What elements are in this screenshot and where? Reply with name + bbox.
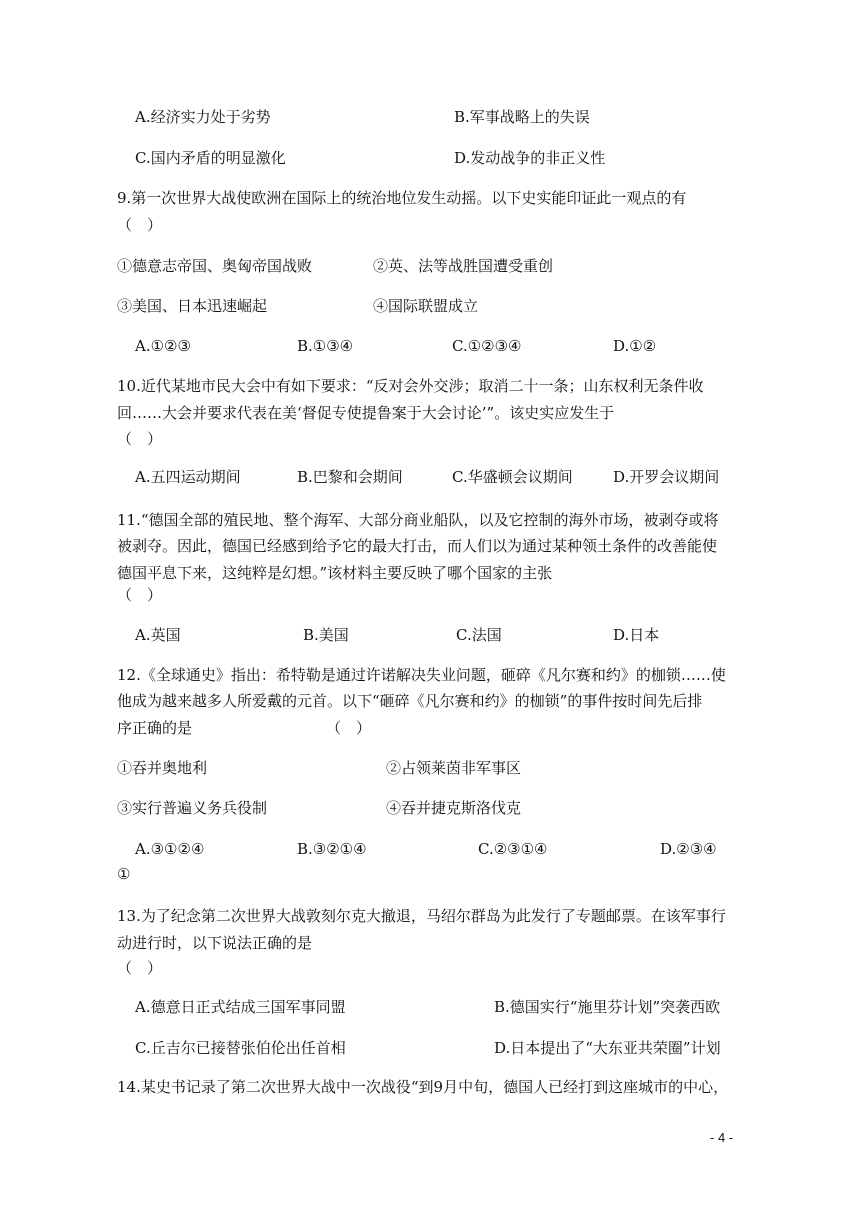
q8-option-c: C.国内矛盾的明显激化 (135, 149, 286, 167)
q9-answer-blank: （ ） (117, 216, 163, 234)
q13-stem-line-2: 动进行时，以下说法正确的是 (117, 934, 313, 952)
q10-option-b: B.巴黎和会期间 (297, 468, 403, 486)
q9-option-c: C.①②③④ (452, 337, 522, 355)
q12-stem-line-1: 12.《全球通史》指出：希特勒是通过许诺解决失业问题，砸碎《凡尔赛和约》的枷锁……使 (117, 666, 726, 684)
q11-stem-line-1: 11.“德国全部的殖民地、整个海军、大部分商业船队，以及它控制的海外市场，被剥夺或将 (117, 511, 719, 529)
q9-item-2: ②英、法等战胜国遭受重创 (373, 257, 554, 275)
q9-item-1: ①德意志帝国、奥匈帝国战败 (117, 257, 313, 275)
q10-stem-line-2: 回……大会并要求代表在美‘督促专使提鲁案于大会讨论’”。该史实应发生于 (117, 404, 615, 422)
q14-stem-line-1: 14.某史书记录了第二次世界大战中一次战役“到9月中旬，德国人已经打到这座城市的中心， (117, 1078, 729, 1096)
q8-option-b: B.军事战略上的失误 (454, 108, 590, 126)
q9-item-4: ④国际联盟成立 (373, 297, 479, 315)
q8-option-a: A.经济实力处于劣势 (135, 108, 271, 126)
q11-option-c: C.法国 (456, 626, 502, 644)
q8-option-d: D.发动战争的非正义性 (454, 149, 606, 167)
q12-answer-blank: （ ） (326, 719, 372, 737)
q11-answer-blank: （ ） (117, 586, 163, 604)
q12-option-d-wrap: ① (117, 865, 131, 883)
q9-option-b: B.①③④ (297, 337, 354, 355)
q13-answer-blank: （ ） (117, 959, 163, 977)
q12-item-3: ③实行普遍义务兵役制 (117, 799, 268, 817)
q12-stem-line-2: 他成为越来越多人所爱戴的元首。以下“砸碎《凡尔赛和约》的枷锁”的事件按时间先后排 (117, 692, 703, 710)
q11-option-b: B.美国 (303, 626, 349, 644)
q13-option-d: D.日本提出了“大东亚共荣圈”计划 (494, 1039, 721, 1057)
q11-option-a: A.英国 (135, 626, 181, 644)
q11-stem-line-2: 被剥夺。因此，德国已经感到给予它的最大打击，而人们以为通过某种领土条件的改善能使 (117, 537, 718, 555)
q12-item-2: ②占领莱茵非军事区 (386, 759, 522, 777)
q11-stem-line-3: 德国平息下来，这纯粹是幻想。”该材料主要反映了哪个国家的主张 (117, 564, 553, 582)
q12-option-b: B.③②①④ (297, 840, 367, 858)
q9-option-a: A.①②③ (135, 337, 191, 355)
q10-option-d: D.开罗会议期间 (613, 468, 720, 486)
q11-option-d: D.日本 (613, 626, 660, 644)
q13-option-c: C.丘吉尔已接替张伯伦出任首相 (135, 1039, 346, 1057)
q10-option-a: A.五四运动期间 (135, 468, 241, 486)
q10-option-c: C.华盛顿会议期间 (452, 468, 573, 486)
q13-option-b: B.德国实行“施里芬计划”突袭西欧 (494, 998, 721, 1016)
q13-stem-line-1: 13.为了纪念第二次世界大战敦刻尔克大撤退，马绍尔群岛为此发行了专题邮票。在该军事行 (117, 907, 726, 925)
q12-option-d: D.②③④ (660, 840, 717, 858)
q9-item-3: ③美国、日本迅速崛起 (117, 297, 268, 315)
q12-item-4: ④吞并捷克斯洛伐克 (386, 799, 522, 817)
q13-option-a: A.德意日正式结成三国军事同盟 (135, 998, 346, 1016)
q10-answer-blank: （ ） (117, 430, 163, 448)
q9-stem: 9.第一次世界大战使欧洲在国际上的统治地位发生动摇。以下史实能印证此一观点的有 (117, 189, 687, 207)
q12-option-a: A.③①②④ (135, 840, 205, 858)
q12-option-c: C.②③①④ (478, 840, 548, 858)
q12-stem-line-3: 序正确的是 (117, 719, 193, 737)
q10-stem-line-1: 10.近代某地市民大会中有如下要求：“反对会外交涉；取消二十一条；山东权利无条件收 (117, 377, 704, 395)
page-number: - 4 - (710, 1130, 734, 1145)
q9-option-d: D.①② (613, 337, 657, 355)
q12-item-1: ①吞并奥地利 (117, 759, 208, 777)
